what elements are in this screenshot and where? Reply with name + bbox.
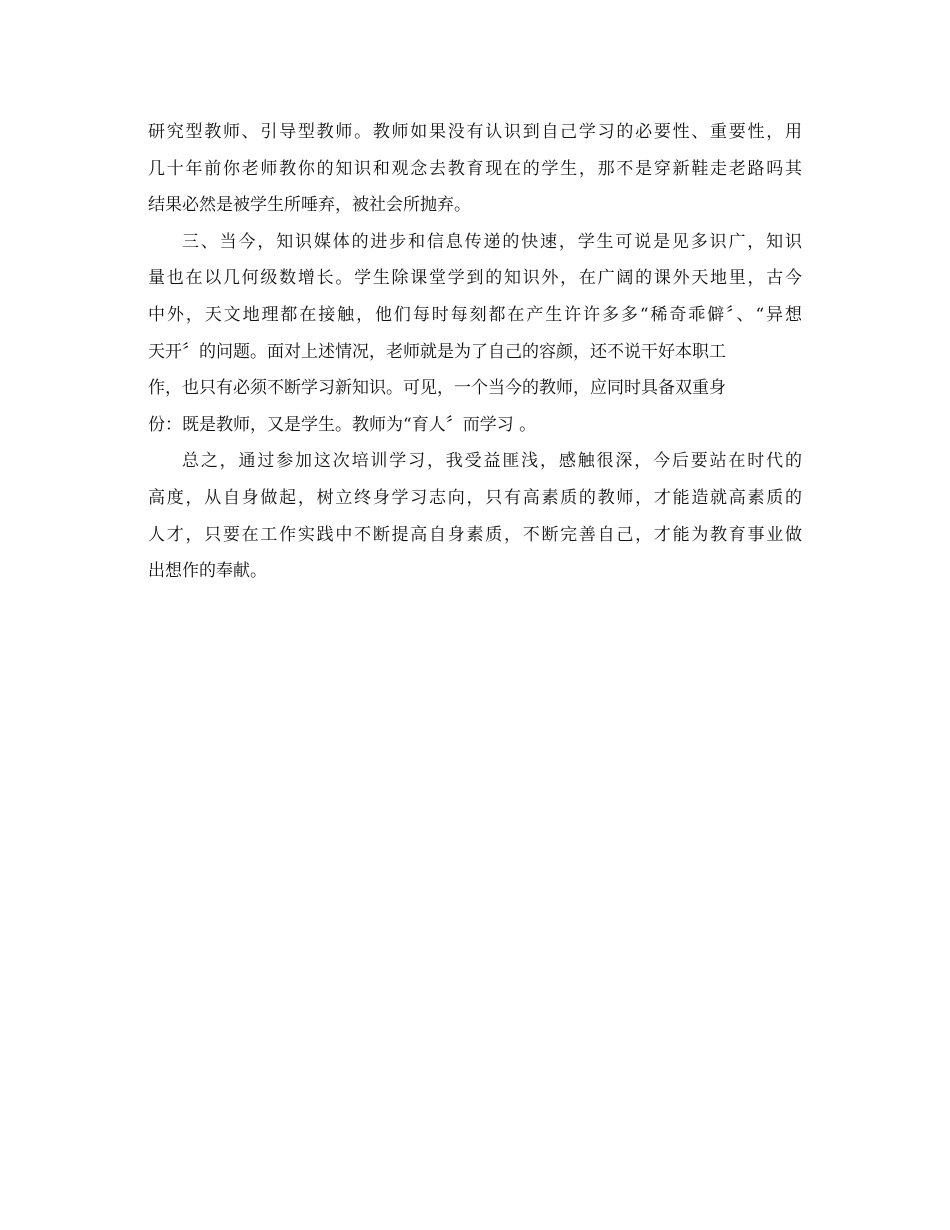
paragraph-line: 中外，天文地理都在接触，他们每时每刻都在产生许许多多“稀奇乖僻〞、“异想 bbox=[148, 304, 802, 325]
paragraph-line: 份：既是教师，又是学生。教师为“育人〞而学习 。 bbox=[148, 414, 537, 435]
paragraph-line: 总之，通过参加这次培训学习，我受益匪浅，感触很深，今后要站在时代的 bbox=[182, 451, 802, 472]
paragraph-line: 研究型教师、引导型教师。教师如果没有认识到自己学习的必要性、重要性，用 bbox=[148, 122, 802, 142]
paragraph-line: 作，也只有必须不断学习新知识。可见，一个当今的教师，应同时具备双重身 bbox=[148, 378, 726, 399]
paragraph-line: 结果必然是被学生所唾弃，被社会所抛弃。 bbox=[148, 195, 471, 216]
paragraph-line: 天开〞的问题。面对上述情况，老师就是为了自己的容颜，还不说干好本职工 bbox=[148, 341, 726, 362]
paragraph-line: 出想作的奉献。 bbox=[148, 561, 267, 582]
paragraph-line: 高度，从自身做起，树立终身学习志向，只有高素质的教师，才能造就高素质的 bbox=[148, 487, 802, 508]
paragraph-line: 几十年前你老师教你的知识和观念去教育现在的学生，那不是穿新鞋走老路吗其 bbox=[148, 158, 802, 179]
paragraph-line: 三、当今，知识媒体的进步和信息传递的快速，学生可说是见多识广，知识 bbox=[182, 231, 802, 252]
paragraph-line: 量也在以几何级数增长。学生除课堂学到的知识外，在广阔的课外天地里，古今 bbox=[148, 268, 802, 289]
document-body bbox=[148, 114, 802, 590]
paragraph-line: 人才，只要在工作实践中不断提高自身素质，不断完善自己，才能为教育事业做 bbox=[148, 524, 802, 545]
